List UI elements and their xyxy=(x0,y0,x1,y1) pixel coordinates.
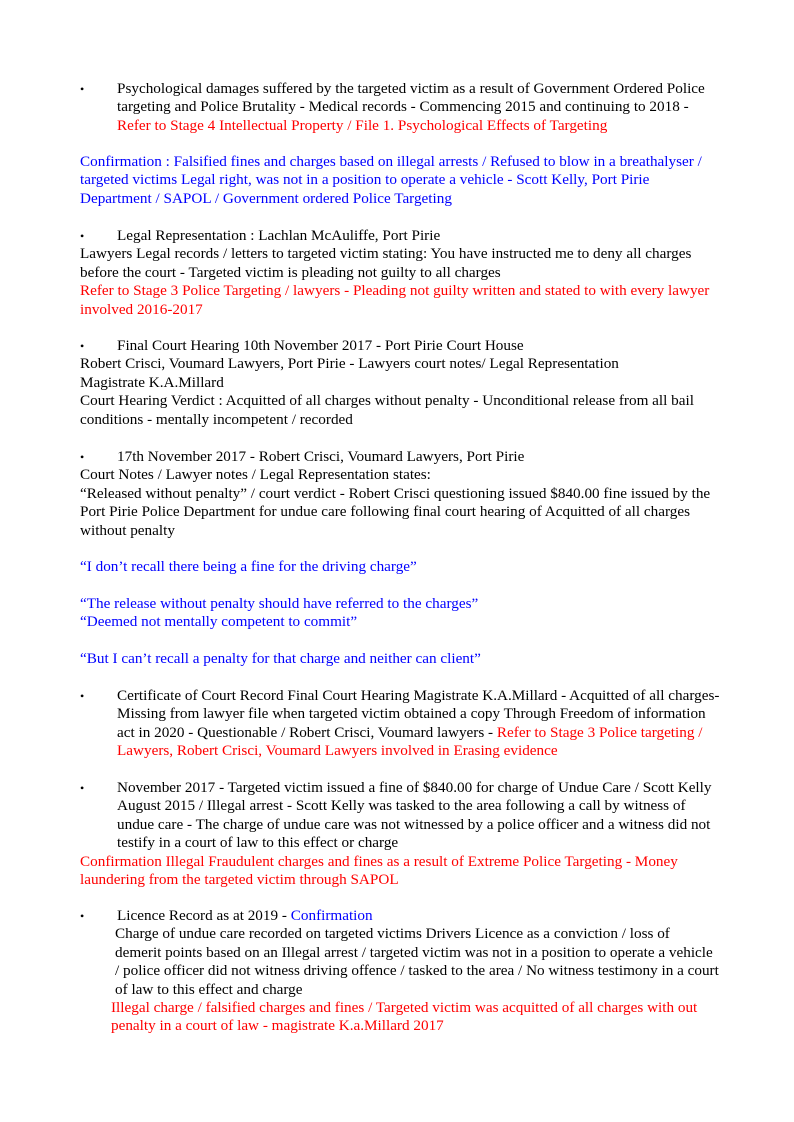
verdict-line: Court Hearing Verdict : Acquitted of all charges without penalty - Unconditional release from all bail conditions - mentally incompetent / recorded xyxy=(80,392,694,428)
bullet-certificate-court-record xyxy=(80,687,720,761)
released-without-penalty-text: “Released without penalty” / court verdict - Robert Crisci questioning issued $840.00 fine issued by the Port Pirie Police Department for undue care following final court hearing of Acquitted of all charges without penalty xyxy=(80,484,711,539)
quote-text: “Deemed not mentally competent to commit” xyxy=(80,613,358,631)
confirmation-illegal-charges: Confirmation Illegal Fraudulent charges and fines as a result of Extreme Police Targeting - Money laundering from the targeted victim through SAPOL xyxy=(80,852,678,889)
bullet-text: Certificate of Court Record Final Court Hearing Magistrate K.A.Millard - Acquitted of all charges-Missing from lawyer file when targeted victim obtained a copy Through Freedom of information act in 2020 - Questionable / Robert Crisci, Voumard lawyers - xyxy=(117,687,720,741)
confirmation-link: Confirmation xyxy=(290,907,373,924)
bullet-legal-representation xyxy=(80,227,720,319)
bullet-text: November 2017 - Targeted victim issued a fine of $840.00 for charge of Undue Care / Scott Kelly August 2015 / Illegal arrest - Scott Kelly was tasked to the area following a call by witness of undue care - The charge of undue care was not witnessed by a police officer and a witness did not testify in a court of law to this effect or charge xyxy=(117,779,712,852)
court-notes-line: Court Notes / Lawyer notes / Legal Representation states: xyxy=(80,466,431,484)
quote-cant-recall-penalty xyxy=(80,650,720,668)
quote-text: “But I can’t recall a penalty for that charge and neither can client” xyxy=(80,650,481,667)
confirmation-text: Confirmation : Falsified fines and charges based on illegal arrests / Refused to blow in a breathalyser / targeted victims Legal right, was not in a position to operate a vehicle - Scott Kelly, Port Pirie Department / SAPOL / Government ordered Police Targeting xyxy=(80,153,702,207)
confirmation-falsified-fines xyxy=(80,153,720,208)
bullet-heading: Final Court Hearing 10th November 2017 - Port Pirie Court House xyxy=(117,337,524,354)
bullet-heading: 17th November 2017 - Robert Crisci, Voumard Lawyers, Port Pirie xyxy=(117,448,525,465)
licence-charge-text: Charge of undue care recorded on targeted victims Drivers Licence as a conviction / loss of demerit points based on an Illegal arrest / targeted victim was not in a position to operate a vehicle / police officer did not witness driving offence / tasked to the area / No witness testimony in a court of law to this effect and charge xyxy=(115,925,719,998)
bullet-glyph: • xyxy=(80,781,85,795)
magistrate-line: Magistrate K.A.Millard xyxy=(80,373,224,391)
legal-records-text: Lawyers Legal records / letters to targeted victim stating: You have instructed me to deny all charges before the court - Targeted victim is pleading not guilty to all charges xyxy=(80,245,692,281)
bullet-glyph: • xyxy=(80,339,85,353)
bullet-fine-undue-care xyxy=(80,779,720,889)
bullet-licence-record xyxy=(80,907,720,1036)
bullet-glyph: • xyxy=(80,450,85,464)
quote-text: “The release without penalty should have referred to the charges” xyxy=(80,595,479,612)
bullet-glyph: • xyxy=(80,689,85,703)
bullet-heading: Legal Representation : Lachlan McAuliffe, Port Pirie xyxy=(117,227,441,244)
bullet-text: Psychological damages suffered by the targeted victim as a result of Government Ordered Police targeting and Police Brutality - Medical records - Commencing 2015 and continuing to 2018 - xyxy=(117,80,705,116)
bullet-glyph: • xyxy=(80,909,85,923)
reference-note: Refer to Stage 4 Intellectual Property / File 1. Psychological Effects of Targeting xyxy=(117,116,608,134)
court-notes-line: Robert Crisci, Voumard Lawyers, Port Pirie - Lawyers court notes/ Legal Representation xyxy=(80,355,619,373)
quote-release-without-penalty xyxy=(80,595,720,632)
bullet-glyph: • xyxy=(80,229,85,243)
reference-note: Illegal charge / falsified charges and fines / Targeted victim was acquitted of all charges with out penalty in a court of law - magistrate K.a.Millard 2017 xyxy=(111,999,698,1035)
quote-driving-charge xyxy=(80,558,720,576)
bullet-psychological-damages xyxy=(80,80,720,135)
bullet-heading: Licence Record as at 2019 - xyxy=(117,907,291,924)
bullet-glyph: • xyxy=(80,82,85,96)
reference-note: Refer to Stage 3 Police targeting / Lawyers, Robert Crisci, Voumard Lawyers involved in Erasing evidence xyxy=(117,723,703,760)
quote-text: “I don’t recall there being a fine for the driving charge” xyxy=(80,558,417,575)
bullet-17th-november xyxy=(80,448,720,540)
bullet-final-court-hearing xyxy=(80,337,720,429)
reference-note: Refer to Stage 3 Police Targeting / lawyers - Pleading not guilty written and stated to with every lawyer involved 2016-2017 xyxy=(80,282,710,318)
